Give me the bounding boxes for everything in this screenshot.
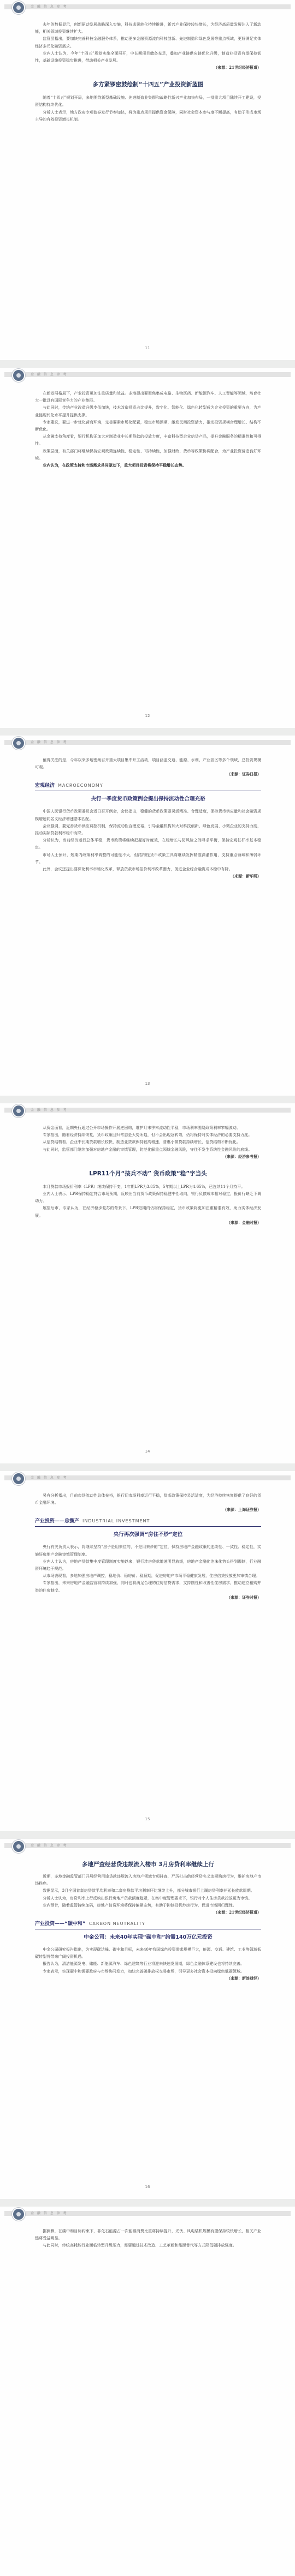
paragraph: 与此同时，监管部门继续加强对房地产金融的审慎管理，防范化解重点领域金融风险，守住不发生系统性金融风险的底线。 <box>43 1146 252 1152</box>
paragraph: 市场人士预计，短期内政策利率调整的可能性不大，但结构性货币政策工具将继续发挥精准滴灌作用，支持重点领域和薄弱环节。 <box>35 852 261 864</box>
paragraph: 去年的数据显示，创新驱动发展战略深入实施，科技成果转化持续推进，新兴产业保持较快增长，为经济高质量发展注入了新动能，相关领域投资继续扩大。 <box>35 22 261 34</box>
page-number: 12 <box>145 714 150 718</box>
page-number: 14 <box>145 1449 150 1454</box>
page-header <box>0 0 295 14</box>
article-source: （来源：金融时报） <box>227 1220 261 1225</box>
paragraph: 专家指出，未来房地产金融监管将持续加强，同时也将满足合理的住房信贷需求，支持刚性和改善性住房需求，推动建立租购并举的住房制度。 <box>35 1580 261 1593</box>
logo-icon <box>12 737 25 750</box>
article-source: （来源：证券日报） <box>227 772 261 777</box>
logo-icon <box>12 1 25 14</box>
paragraph: 业内人士表示，LPR保持稳定符合市场预期，反映出当前货币政策保持稳健中性取向，银行负债成本相对稳定，报价行缺乏下调动力。 <box>35 1191 261 1204</box>
logo-icon <box>12 2208 25 2221</box>
paragraph: 政策层面，有关部门将继续保持宏观政策连续性、稳定性、可持续性，加强财政、货币等政策协调配合，为产业投资营造良好环境。 <box>35 448 261 461</box>
paragraph: 从金融支持角度看，银行机构正加大对制造业中长期贷款的投放力度，丰富科技型企业信贷产品，提升金融服务的精准性和可得性。 <box>35 434 261 446</box>
article-title: 中金公司：未来40年实现“碳中和”约需140万亿元投资 <box>84 1934 213 1941</box>
paragraph: 此外，会议还提出要深化利率市场化改革，释放贷款市场报价利率改革潜力，促进企业综合融资成本稳中有降。 <box>43 866 233 872</box>
paragraph: 业内人士认为，房地产贷款集中度管理制度实施以来，银行涉房贷款增速明显放缓，房地产金融化泡沫化势头得到遏制，行业融资环境趋于规范。 <box>35 1558 261 1571</box>
page-number: 11 <box>145 346 150 350</box>
paragraph: 监管层指出，要加快完善科技金融服务体系，推动更多金融资源流向科技创新、先进制造和绿色发展等重点领域，更好满足实体经济多元化融资需求。 <box>35 36 261 49</box>
page <box>0 368 295 728</box>
logo-icon <box>12 1104 25 1117</box>
paragraph: 数据显示，3月全国首套房贷款平均利率和二套房贷款平均利率环比继续上升，部分城市银行上调房贷利率并延长放款周期。 <box>43 1888 255 1893</box>
page <box>0 1103 295 1463</box>
article-source: （来源：新浪财经） <box>227 1975 261 1981</box>
page-number: 15 <box>145 1817 150 1821</box>
header-text: 金 融 信 息 参 考 <box>31 1108 68 1112</box>
paragraph: 本月贷款市场报价利率（LPR）继续保持不变，1年期LPR为3.85%，5年期以上LPR为4.65%，已连续11个月持平。 <box>43 1184 245 1189</box>
page <box>0 2207 295 2576</box>
paragraph: 专家指出，随着经济持续恢复，货币政策回归常态是大势所趋，但不会出现急转弯，仍将保持对实体经济的必要支持力度。 <box>43 1132 252 1138</box>
page <box>0 736 295 1096</box>
header-text: 金 融 信 息 参 考 <box>31 1844 68 1848</box>
paragraph: 在新发展格局下，产业投资更加注重质量和效益。多地提出要聚焦集成电路、生物医药、新能源汽车、人工智能等领域，培育壮大一批具有国际竞争力的产业集群。 <box>35 391 261 403</box>
page-header <box>0 736 295 750</box>
logo-icon <box>12 1472 25 1485</box>
page-header <box>0 1839 295 1853</box>
article-source: （来源：证券时报） <box>227 1594 261 1600</box>
paragraph: 从信贷结构看，企业中长期贷款增长较快，制造业贷款保持较高增速，普惠小微贷款持续增长，信贷结构不断优化。 <box>43 1139 240 1145</box>
paragraph: 近期，多地金融监管部门开展经营用途贷款违规流入房地产领域专项排查，严厉打击借经营贷名义违规购房行为，维护房地产市场秩序。 <box>35 1874 261 1886</box>
article-source: （来源：经济参考报） <box>223 1153 261 1159</box>
page <box>0 1471 295 1831</box>
article-source: （来源：新华网） <box>231 874 261 879</box>
logo-icon <box>12 1840 25 1853</box>
paragraph: 与此同时，传统高耗能行业面临转型升级压力，需要通过技术改造、工艺革新和能源替代等方式降低碳排放强度。 <box>43 2243 237 2248</box>
header-text: 金 融 信 息 参 考 <box>31 1476 68 1480</box>
article-title: 央行一季度货币政策例会提出保持流动性合理充裕 <box>91 796 205 803</box>
article-source: （来源：21世纪经济报道） <box>214 1910 261 1915</box>
paragraph: 分析认为，当前经济运行总体平稳，货币政策将继续把握好时度效，在稳增长与防风险之间寻求平衡，保持宏观杠杆率基本稳定。 <box>35 838 261 850</box>
paragraph: 专家建议，要进一步优化营商环境，完善要素市场化配置，稳定市场预期，激发民间投资活力，推动投资规模合理增长、结构不断优化。 <box>35 419 261 432</box>
paragraph: 专家表示，实现碳中和需要政府与市场协同发力，加快完善碳排放权交易市场，引导更多社会资本投向绿色低碳领域。 <box>43 1968 245 1974</box>
paragraph: 中金公司研究报告指出，为实现碳达峰、碳中和目标，未来40年我国绿色投资需求规模巨大，能源、交通、建筑、工业等领域低碳转型将带来广阔投资机遇。 <box>35 1947 261 1959</box>
paragraph: 从资金面看，近期央行通过公开市场操作开展逆回购，维护月末季末流动性平稳，市场利率围绕政策利率窄幅波动。 <box>43 1125 240 1130</box>
paragraph: 值得关注的是，今年以来多地密集召开重大项目集中开工活动，项目涵盖交通、能源、水利、产业园区等多个领域，总投资规模可观。 <box>35 757 261 770</box>
article-source: （来源：21世纪经济报道） <box>214 65 261 70</box>
paragraph: 业内人士认为，今年“十四五”规划实施全面展开，中长期项目储备充足，叠加产业链供应链优化升级，制造业投资有望保持韧性，基础设施投资稳步推进，带动相关产业发展。 <box>35 50 261 63</box>
paragraph: 业内预计，随着监管持续加码，房地产信贷环境将保持偏紧态势，有助于抑制投机炒房行为，促进市场回归理性。 <box>43 1902 237 1908</box>
paragraph: 分析人士表示，地方政府专项债券发行节奏加快，将为重点项目提供资金保障，同时社会资本参与度不断提高，有助于形成市场主导的有效投资增长机制。 <box>35 109 261 122</box>
header-text: 金 融 信 息 参 考 <box>31 2212 68 2215</box>
emphasis-paragraph: 业内认为，在政策支持和市场需求共同驱动下，重大项目投资将保持平稳增长态势。 <box>43 463 186 468</box>
paragraph: 展望后市，专家认为，在经济稳步复苏的背景下，LPR短期内仍将保持稳定，货币政策将更加注重精准有效，助力实体经济发展。 <box>35 1205 261 1218</box>
section-heading: 产业投资——总揽产 INDUSTRIAL INVESTMENT <box>35 1517 261 1527</box>
paragraph: 中国人民银行货币政策委员会近日召开例会，会议指出，稳健的货币政策要灵活精准、合理适度，保持货币供应量和社会融资规模增速同名义经济增速基本匹配。 <box>35 809 261 821</box>
page-header <box>0 2207 295 2221</box>
paragraph: 另有分析指出，目前市场流动性总体充裕，银行间市场利率运行平稳，货币政策保持灵活适度，为经济持续恢复提供了良好的货币金融环境。 <box>35 1493 261 1505</box>
paragraph: 随着“十四五”规划开局，多地围绕新型基础设施、先进制造业集群和战略性新兴产业加快布局，一批重大项目陆续开工建设，投资结构持续优化。 <box>35 95 261 107</box>
paragraph: 分析人士认为，房贷利率上行反映出银行房地产贷款额度趋紧，在集中度管理要求下，银行对个人住房贷款投放更为审慎。 <box>43 1895 252 1900</box>
paragraph: 报告认为，清洁能源发电、储能、新能源汽车、绿色建筑等行业将迎来快速发展期，绿色金融体系建设也将持续完善。 <box>43 1961 245 1967</box>
page-header <box>0 1103 295 1117</box>
article-title: LPR11个月“按兵不动” 货币政策“稳”字当头 <box>89 1170 207 1177</box>
header-text: 金 融 信 息 参 考 <box>31 5 68 9</box>
page <box>0 0 295 360</box>
paragraph: 据测算，在碳中和目标约束下，非化石能源占一次能源消费比重将持续提升，光伏、风电装机规模有望保持较快增长，相关产业链将受益明显。 <box>35 2228 261 2241</box>
article-source: （来源：上海证券报） <box>223 1507 261 1513</box>
paragraph: 央行有关负责人表示，将继续坚持“房子是用来住的、不是用来炒的”定位，保持房地产金融政策的连续性、一致性、稳定性，实施好房地产金融审慎管理制度。 <box>35 1544 261 1557</box>
article-title: 多地严查经营贷违规流入楼市 3月房贷利率继续上行 <box>82 1861 214 1868</box>
paragraph: 从市场表现看，多地加强房地产调控，稳地价、稳房价、稳预期，促进房地产市场平稳健康发展，住房信贷投放更加审慎合理。 <box>43 1573 260 1579</box>
header-text: 金 融 信 息 参 考 <box>31 373 68 376</box>
article-title: 多方紧锣密鼓绘制“十四五”产业投资新蓝图 <box>92 81 204 88</box>
section-heading: 宏观经济 MACROECONOMY <box>35 782 261 791</box>
page <box>0 1839 295 2199</box>
page-header <box>0 1471 295 1485</box>
section-heading: 产业投资——“碳中和” CARBON NEUTRALITY <box>35 1920 261 1929</box>
page-number: 16 <box>145 2185 150 2189</box>
page-number: 13 <box>145 1081 150 1086</box>
logo-icon <box>12 369 25 382</box>
paragraph: 会议强调，要完善货币供应调控机制，保持流动性合理充裕，引导金融机构加大对科技创新、绿色发展、小微企业的支持力度，推动实际贷款利率稳中有降。 <box>35 823 261 836</box>
paragraph: 与此同时，传统产业改造升级步伐加快，技术改造投资占比提升，数字化、智能化、绿色化转型成为企业投资的重要方向，为产业链现代化水平提升提供支撑。 <box>35 405 261 417</box>
page-header <box>0 368 295 382</box>
header-text: 金 融 信 息 参 考 <box>31 740 68 744</box>
article-title: 央行再次强调“房住不炒”定位 <box>113 1532 183 1538</box>
